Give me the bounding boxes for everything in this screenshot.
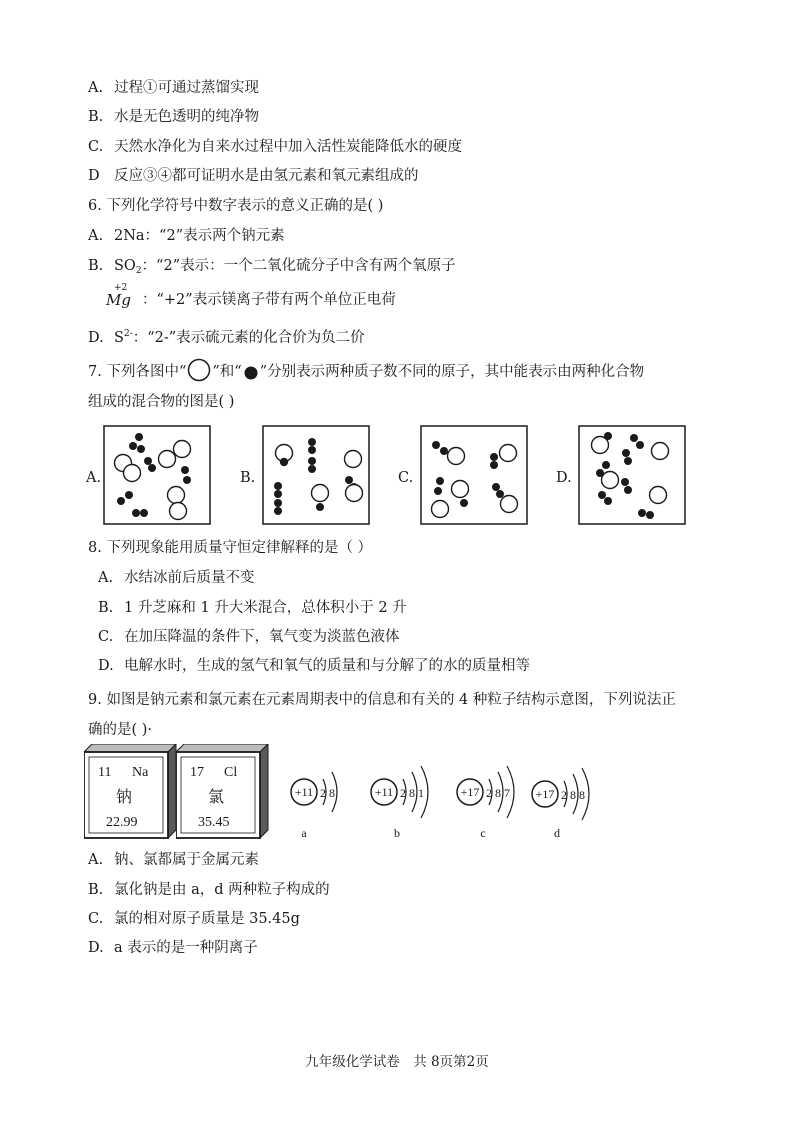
black-atom-icon <box>242 364 260 382</box>
particle-d-shells: 2 8 8 <box>561 788 585 802</box>
q9-option-a: A. 钠、氯都属于金属元素 <box>88 852 259 868</box>
particle-diagram-a <box>282 764 362 844</box>
white-atom-icon <box>186 358 212 382</box>
na-atomic-number: 11 <box>98 765 112 780</box>
q6-option-d: D. $S^{2-}$：“2-”表示硫元素的化合价为负二价 <box>88 329 365 346</box>
q6-mg-charge-symbol: +2 Mg <box>106 283 131 309</box>
q7-stem-line2: 组成的混合物的图是( ) <box>88 394 235 410</box>
q7-panel-label-c: C. <box>398 470 414 486</box>
particle-b-label: b <box>394 826 400 840</box>
q7-panel-label-d: D. <box>556 470 572 486</box>
q9-option-b: B. 氯化钠是由 a，d 两种粒子构成的 <box>88 882 330 898</box>
particle-diagram-d <box>524 764 604 844</box>
cl-atomic-number: 17 <box>190 765 204 780</box>
q7-panel-b <box>262 425 370 525</box>
element-card-cl <box>176 744 270 840</box>
particle-a-shells: 2 8 <box>320 786 335 800</box>
q7-stem-line1: 7. 下列各图中“ ”和“ ”分别表示两种质子数不同的原子，其中能表示由两种化合物 <box>88 358 644 382</box>
q9-stem-line1: 9. 如图是钠元素和氯元素在元素周期表中的信息和有关的 4 种粒子结构示意图，下列说法正 <box>88 692 676 708</box>
cl-symbol: Cl <box>224 765 238 780</box>
q5-option-b: B. 水是无色透明的纯净物 <box>88 109 259 125</box>
q8-option-d: D. 电解水时，生成的氢气和氧气的质量和与分解了的水的质量相等 <box>98 658 530 674</box>
na-mass: 22.99 <box>106 815 138 830</box>
particle-c-shells: 2 8 7 <box>486 786 510 800</box>
cl-mass: 35.45 <box>198 815 230 830</box>
particle-a-nucleus: +11 <box>294 785 314 799</box>
q9-stem-line2: 确的是( )· <box>88 722 153 738</box>
q5-option-c: C. 天然水净化为自来水过程中加入活性炭能降低水的硬度 <box>88 139 462 155</box>
q7-panel-label-a: A. <box>86 470 102 486</box>
q8-option-b: B. 1 升芝麻和 1 升大米混合，总体积小于 2 升 <box>98 600 407 616</box>
q7-panel-label-b: B. <box>240 470 256 486</box>
particle-diagram-c <box>451 764 531 844</box>
q8-option-c: C. 在加压降温的条件下，氧气变为淡蓝色液体 <box>98 629 400 645</box>
particle-d-nucleus: +17 <box>535 787 555 801</box>
element-card-na <box>84 744 178 840</box>
particle-a-label: a <box>301 826 307 840</box>
particle-c-label: c <box>480 826 486 840</box>
q5-option-a: A. 过程①可通过蒸馏实现 <box>88 80 259 96</box>
q9-option-d: D. a 表示的是一种阴离子 <box>88 940 258 956</box>
particle-b-shells: 2 8 1 <box>400 786 424 800</box>
cl-name: 氯 <box>208 787 225 806</box>
q7-panel-a <box>103 425 211 525</box>
q7-panel-d <box>578 425 686 525</box>
q6-option-c-text: ：“+2”表示镁离子带有两个单位正电荷 <box>142 292 396 308</box>
particle-b-nucleus: +11 <box>374 785 394 799</box>
q6-option-a: A. 2Na：“2”表示两个钠元素 <box>88 228 285 244</box>
na-name: 钠 <box>116 787 133 806</box>
q9-option-c: C. 氯的相对原子质量是 35.45g <box>88 911 300 927</box>
particle-d-label: d <box>554 826 560 840</box>
particle-diagram-b <box>365 764 445 844</box>
q7-panel-c <box>420 425 528 525</box>
q6-option-b: B. $SO_2$：“2”表示：一个二氧化硫分子中含有两个氧原子 <box>88 258 456 276</box>
na-symbol: Na <box>132 765 149 780</box>
page-footer: 九年级化学试卷 共 8页第2页 <box>305 1054 489 1070</box>
q8-stem: 8. 下列现象能用质量守恒定律解释的是（ ） <box>88 540 373 556</box>
q5-option-d: D 反应③④都可证明水是由氢元素和氧元素组成的 <box>88 168 419 184</box>
q6-stem: 6. 下列化学符号中数字表示的意义正确的是( ) <box>88 198 384 214</box>
q8-option-a: A. 水结冰前后质量不变 <box>98 570 255 586</box>
particle-c-nucleus: +17 <box>460 785 480 799</box>
